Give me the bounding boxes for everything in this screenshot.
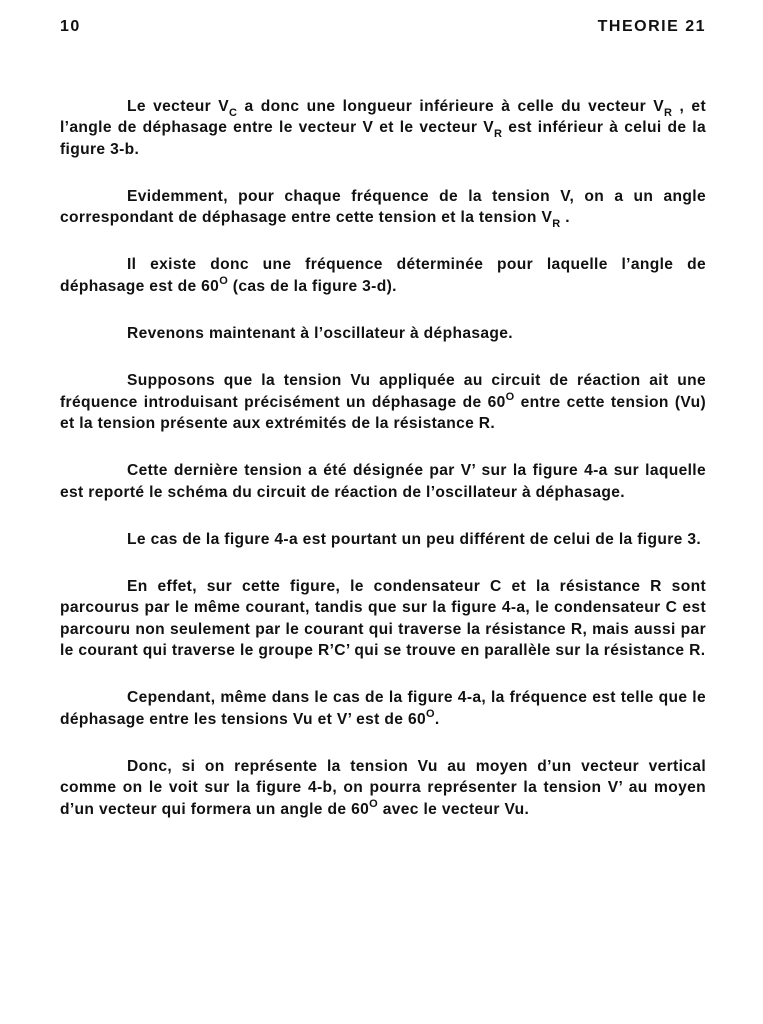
text-run: avec le vecteur Vu. bbox=[378, 800, 530, 818]
paragraph-2 bbox=[60, 186, 706, 229]
subscript: R bbox=[494, 128, 503, 141]
paragraph-6 bbox=[60, 460, 706, 503]
text-run: Donc, si on représente la tension Vu au moyen d’un vecteur vertical comme on le voit sur la figure 4-b, on pourra représenter la tension V’ au moyen d’un vecteur qui formera un angle de 60 bbox=[60, 757, 706, 818]
degree-superscript: O bbox=[369, 797, 379, 810]
text-run: En effet, sur cette figure, le condensateur C et la résistance R sont parcourus par le même courant, tandis que sur la figure 4-a, le condensateur C est parcouru non seulement par le courant qui traverse la résistance R, mais aussi par le courant qui traverse le groupe R’C’ qui se trouve en parallèle sur la résistance R. bbox=[60, 578, 706, 660]
degree-superscript: O bbox=[219, 274, 229, 287]
degree-superscript: O bbox=[426, 707, 435, 720]
text-run: Cependant, même dans le cas de la figure 4-a, la fréquence est telle que le déphasage entre les tensions Vu et V’ est de 60 bbox=[60, 689, 706, 728]
text-run: Supposons que la tension Vu appliquée au circuit de réaction ait une fréquence introduisant précisément un déphasage de 60 bbox=[60, 372, 706, 411]
text-run: Cette dernière tension a été désignée par V’ sur la figure 4-a sur laquelle est reporté le schéma du circuit de réaction de l’oscillateur à déphasage. bbox=[60, 462, 706, 501]
text-run: Le vecteur V bbox=[127, 98, 230, 115]
text-run: . bbox=[434, 710, 440, 728]
page-header bbox=[60, 18, 706, 42]
paragraph-5 bbox=[60, 370, 706, 434]
subscript: R bbox=[552, 218, 561, 231]
subscript: R bbox=[663, 107, 673, 119]
text-run: . bbox=[560, 209, 570, 227]
text-run: a donc une longueur inférieure à celle du vecteur V bbox=[237, 98, 664, 115]
paragraph-10 bbox=[60, 756, 706, 820]
text-run: est inférieur à celui de la figure 3-b. bbox=[60, 119, 706, 158]
text-run: (cas de la figure 3-d). bbox=[228, 277, 397, 295]
text-run: entre cette tension (Vu) et la tension présente aux extrémités de la résistance R. bbox=[60, 393, 707, 432]
paragraph-8 bbox=[60, 576, 706, 661]
page-number: 10 bbox=[60, 18, 81, 35]
paragraph-9 bbox=[60, 687, 706, 730]
running-title: THEORIE 21 bbox=[597, 18, 706, 35]
text-run: , et l’angle de déphasage entre le vecteur V et le vecteur V bbox=[60, 98, 706, 137]
text-run: Revenons maintenant à l’oscillateur à déphasage. bbox=[127, 325, 513, 343]
paragraph-4 bbox=[60, 323, 706, 344]
degree-superscript: O bbox=[505, 390, 515, 403]
subscript: C bbox=[229, 107, 238, 119]
text-run: Evidemment, pour chaque fréquence de la tension V, on a un angle correspondant de déphasage entre cette tension et la tension V bbox=[60, 187, 706, 227]
text-run: Il existe donc une fréquence déterminée pour laquelle l’angle de déphasage est de 60 bbox=[60, 256, 706, 295]
paragraph-3 bbox=[60, 254, 706, 297]
body-text bbox=[60, 96, 706, 846]
paragraph-7 bbox=[60, 529, 706, 550]
paragraph-1 bbox=[60, 96, 706, 160]
text-run: Le cas de la figure 4-a est pourtant un peu différent de celui de la figure 3. bbox=[127, 530, 702, 548]
